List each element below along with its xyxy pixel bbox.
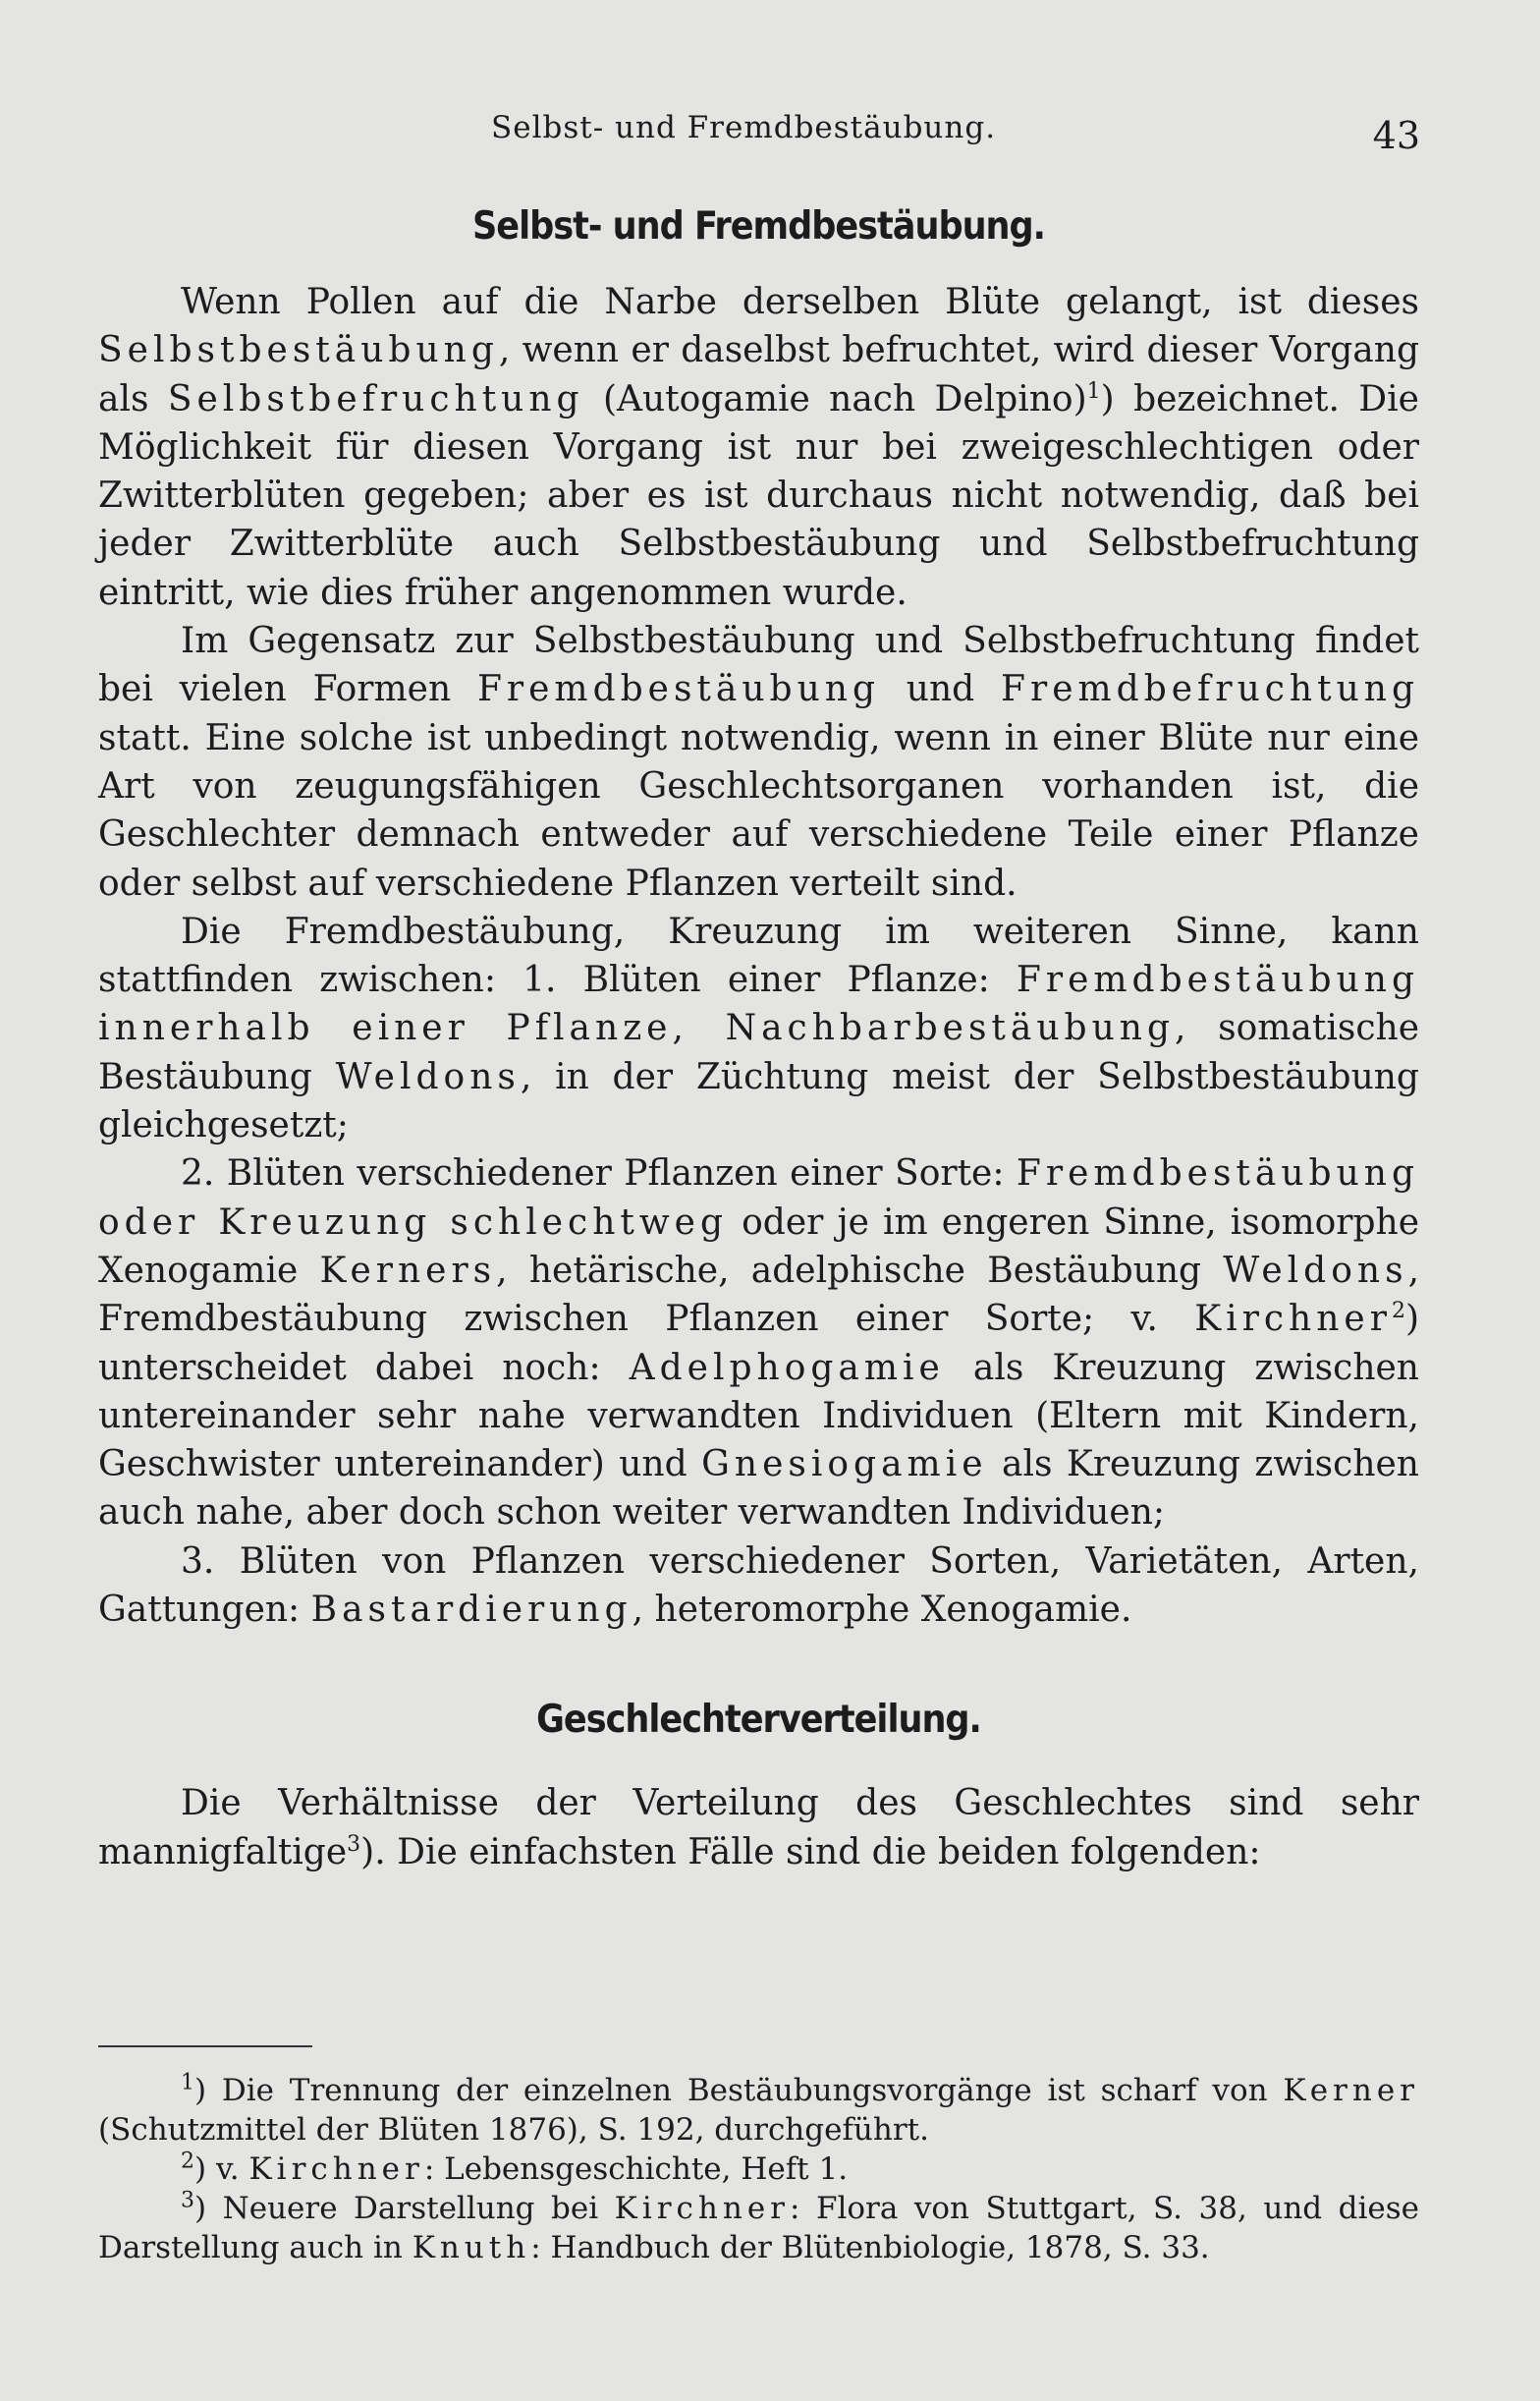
- term-gnesiogamie: Gnesiogamie: [701, 1444, 988, 1485]
- text-span: , in der Züchtung meist der Selbstbestäubung gleichgesetzt;: [98, 1056, 1419, 1146]
- paragraph-cross-pollination: [98, 617, 1419, 908]
- text-span: , hetärische, adelphische Bestäubung: [496, 1250, 1224, 1291]
- term-fremdbefruchtung: Fremdbefruchtung: [1001, 669, 1420, 710]
- text-span: als Kreuzung zwischen auch nahe, aber doch schon weiter verwandten Individuen;: [98, 1444, 1419, 1534]
- text-span: , Fremdbestäubung zwischen Pflanzen einer Sorte; v.: [98, 1250, 1420, 1340]
- footnote-number: 1: [181, 2070, 194, 2095]
- text-span: statt. Eine solche ist unbedingt notwendig, wenn in einer Blüte nur eine Art von zeugungsfähigen Geschlechtsorganen vorhanden ist, die Geschlechter demnach entweder auf verschiedene Teile einer Pflanze oder selbst auf verschiedene Pflanzen verteilt sind.: [98, 717, 1419, 904]
- text-span: , heteromorphe Xenogamie.: [632, 1590, 1132, 1631]
- page-number: 43: [1372, 114, 1420, 157]
- text-span: , somatische Bestäubung: [98, 1008, 1419, 1097]
- text-span: ) bezeichnet. Die Möglichkeit für diesen Vorgang ist nur bei zweigeschlechtigen oder Zwitterblüten gegeben; aber es ist durchaus nicht notwendig, daß bei jeder Zwitterblüte auch Selbstbestäubung und Selbstbefruchtung eintritt, wie dies früher angenommen wurde.: [98, 378, 1419, 613]
- paragraph-crossing-types: [98, 908, 1419, 1149]
- text-span: Im Gegensatz zur Selbstbestäubung und Selbstbefruchtung findet bei vielen Formen: [98, 621, 1419, 710]
- text-span: ) v.: [194, 2151, 249, 2187]
- text-span: ) Die Trennung der einzelnen Bestäubungsvorgänge ist scharf von: [194, 2073, 1284, 2108]
- paragraph-sex-distribution: [98, 1779, 1419, 1876]
- footnote-1: [98, 2071, 1419, 2150]
- main-text: [98, 201, 1419, 1876]
- text-span: ) unterscheidet dabei noch:: [98, 1299, 1419, 1388]
- footnote-ref: 2: [1391, 1299, 1405, 1324]
- term-nachbarbestaeubung: Fremdbestäubung innerhalb einer Pflanze, Nachbarbestäubung: [98, 960, 1419, 1049]
- text-span: : Lebensgeschichte, Heft 1.: [423, 2151, 849, 2187]
- text-span: Die Verhältnisse der Verteilung des Geschlechtes sind sehr mannigfaltige: [98, 1783, 1419, 1872]
- paragraph-different-varieties: [98, 1537, 1419, 1635]
- text-span: Wenn Pollen auf die Narbe derselben Blüte gelangt, ist dieses: [181, 282, 1419, 322]
- footnote-3: [98, 2189, 1419, 2267]
- text-span: als Kreuzung zwischen untereinander sehr nahe verwandten Individuen (Eltern mit Kindern, Geschwister untereinander) und: [98, 1347, 1419, 1485]
- footnote-2: [98, 2150, 1419, 2189]
- author-name: Kirchner: [614, 2191, 791, 2226]
- footnote-divider: [98, 2045, 312, 2047]
- text-span: (Autogamie nach Delpino): [583, 378, 1087, 419]
- text-span: ). Die einfachsten Fälle sind die beiden folgenden:: [360, 1831, 1261, 1872]
- author-name: Kerner: [1283, 2073, 1419, 2108]
- footnote-number: 3: [181, 2188, 194, 2213]
- author-name: Knuth: [412, 2230, 531, 2265]
- text-span: 3. Blüten von Pflanzen verschiedener Sorten, Varietäten, Arten, Gattungen:: [98, 1540, 1419, 1631]
- author-name: Weldons: [1223, 1250, 1408, 1291]
- paragraph-self-pollination: [98, 278, 1419, 617]
- text-span: , wenn er daselbst befruchtet, wird dieser Vorgang als: [98, 330, 1419, 419]
- text-span: Die Fremdbestäubung, Kreuzung im weiteren Sinne, kann stattfinden zwischen: 1. Blüten einer Pflanze:: [98, 911, 1419, 1001]
- text-span: ) Neuere Darstellung bei: [194, 2191, 615, 2226]
- term-selbstbefruchtung: Selbstbefruchtung: [167, 378, 584, 419]
- term-adelphogamie: Adelphogamie: [629, 1347, 945, 1388]
- footnote-ref: 1: [1086, 378, 1101, 404]
- author-name: Kerners: [319, 1250, 497, 1291]
- running-head: [98, 110, 1442, 159]
- section-heading-pollination: Selbst- und Fremdbestäubung.: [472, 204, 1045, 249]
- footnote-ref: 3: [347, 1831, 361, 1857]
- text-span: und: [880, 669, 1002, 710]
- text-span: oder je im engeren Sinne, isomorphe Xenogamie: [98, 1201, 1420, 1291]
- section-heading-sex-distribution: Geschlechterverteilung.: [536, 1698, 981, 1743]
- term-fremdbestaeubung: Fremdbestäubung: [476, 669, 881, 710]
- text-span: : Handbuch der Blütenbiologie, 1878, S. 33.: [530, 2230, 1210, 2265]
- footnote-number: 2: [181, 2149, 194, 2174]
- term-kreuzung: Fremdbestäubung oder Kreuzung schlechtweg: [98, 1153, 1419, 1243]
- author-name: Weldons: [335, 1056, 521, 1097]
- author-name: Kirchner: [1194, 1299, 1392, 1340]
- text-span: (Schutzmittel der Blüten 1876), S. 192, durchgeführt.: [98, 2112, 929, 2148]
- term-bastardierung: Bastardierung: [310, 1590, 632, 1631]
- running-title: Selbst- und Fremdbestäubung.: [491, 110, 997, 145]
- paragraph-same-variety: [98, 1149, 1419, 1536]
- term-selbstbestaeubung: Selbstbestäubung: [98, 330, 499, 371]
- text-span: 2. Blüten verschiedener Pflanzen einer Sorte:: [181, 1153, 1017, 1195]
- footnotes: [98, 2071, 1419, 2267]
- author-name: Kirchner: [248, 2151, 424, 2187]
- text-span: : Flora von Stuttgart, S. 38, und diese Darstellung auch in: [98, 2191, 1419, 2265]
